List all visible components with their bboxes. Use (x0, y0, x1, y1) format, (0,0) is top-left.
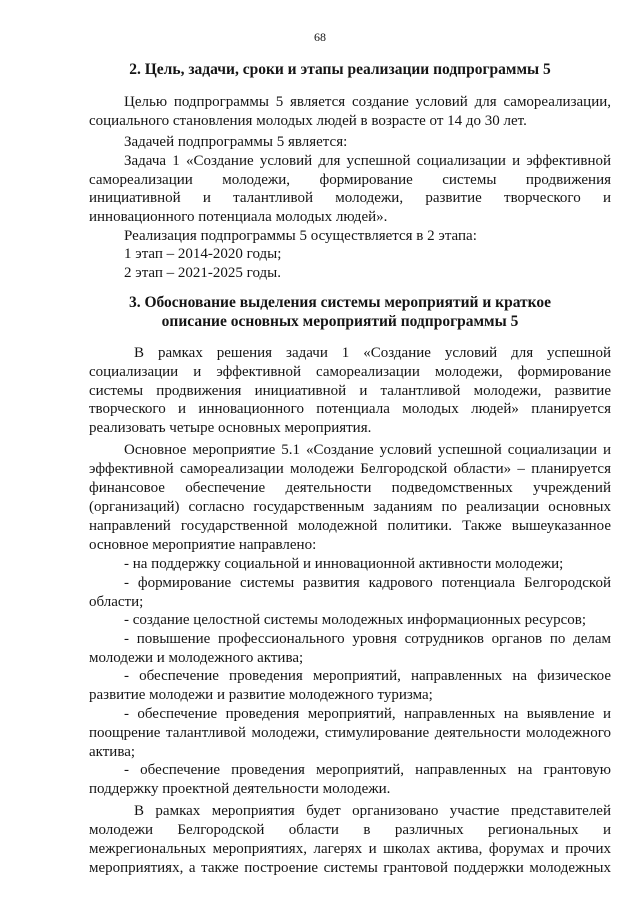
text-line: поощрение талантливой молодежи, стимулирование деятельности молодежного (89, 725, 611, 741)
text-line: социального становления молодых людей в возрасте от 14 до 30 лет. (89, 113, 527, 129)
text-line: самореализации молодежи, формирование системы продвижения (89, 172, 611, 188)
heading-line: описание основных мероприятий подпрограммы 5 (161, 313, 519, 330)
page-number: 68 (314, 30, 326, 44)
text-line: развитие молодежи и развитие молодежного туризма; (89, 687, 433, 703)
text-line: инновационного потенциала молодых людей». (89, 209, 388, 225)
heading-line: 3. Обоснование выделения системы мероприятий и краткое (128, 294, 552, 311)
text-line: - обеспечение проведения мероприятий, направленных на выявление и (124, 706, 611, 722)
text-line: 2 этап – 2021-2025 годы. (124, 265, 281, 281)
text-line: мероприятиях, а также построение системы грантовой поддержки молодежных (89, 860, 611, 876)
text-line: основное мероприятие направлено: (89, 537, 317, 553)
text-line: В рамках мероприятия будет организовано участие представителей (134, 803, 611, 819)
text-line: финансовое обеспечение деятельности подведомственных учреждений (89, 480, 611, 496)
text-line: - обеспечение проведения мероприятий, направленных на физическое (124, 668, 611, 684)
text-line: Реализация подпрограммы 5 осуществляется в 2 этапа: (124, 228, 477, 244)
text-line: молодежи Белгородской области в различных региональных и (89, 822, 611, 838)
text-line: системы продвижения инициативной и талантливой молодежи, развитие (89, 383, 611, 399)
text-line: эффективной самореализации молодежи Белгородской области» – планируется (89, 461, 611, 477)
text-line: В рамках решения задачи 1 «Создание условий для успешной (134, 345, 611, 361)
text-line: инициативной и талантливой молодежи, развитие творческого и (89, 190, 611, 206)
text-line: социализации и эффективной самореализации молодежи, формирование (89, 364, 611, 380)
text-line: молодежи и молодежного актива; (89, 650, 304, 666)
text-line: Задачей подпрограммы 5 является: (124, 134, 348, 150)
text-line: 1 этап – 2014-2020 годы; (124, 246, 282, 262)
text-line: творческого и инновационного потенциала молодых людей» планируется (89, 401, 611, 417)
text-line: области; (89, 594, 144, 610)
text-line: - обеспечение проведения мероприятий, направленных на грантовую (124, 762, 611, 778)
text-line: Основное мероприятие 5.1 «Создание условий успешной социализации и (124, 442, 611, 458)
text-line: - повышение профессионального уровня сотрудников органов по делам (124, 631, 611, 647)
text-line: актива; (89, 744, 136, 760)
section-2-heading: 2. Цель, задачи, сроки и этапы реализации подпрограммы 5 (129, 61, 551, 78)
text-line: Задача 1 «Создание условий для успешной социализации и эффективной (124, 153, 611, 169)
text-line: поддержку проектной деятельности молодежи. (89, 781, 391, 797)
text-line: (организаций) согласно государственным заданиям по реализации основных (89, 499, 611, 515)
text-line: Целью подпрограммы 5 является создание условий для самореализации, (124, 94, 611, 110)
text-line: реализовать четыре основных мероприятия. (89, 420, 372, 436)
text-line: направлений государственной молодежной политики. Также вышеуказанное (89, 518, 611, 534)
text-line: - формирование системы развития кадрового потенциала Белгородской (124, 575, 611, 591)
text-line: - на поддержку социальной и инновационной активности молодежи; (124, 556, 564, 572)
text-line: межрегиональных мероприятиях, лагерях и школах актива, форумах и прочих (89, 841, 611, 857)
text-line: - создание целостной системы молодежных информационных ресурсов; (124, 612, 587, 628)
